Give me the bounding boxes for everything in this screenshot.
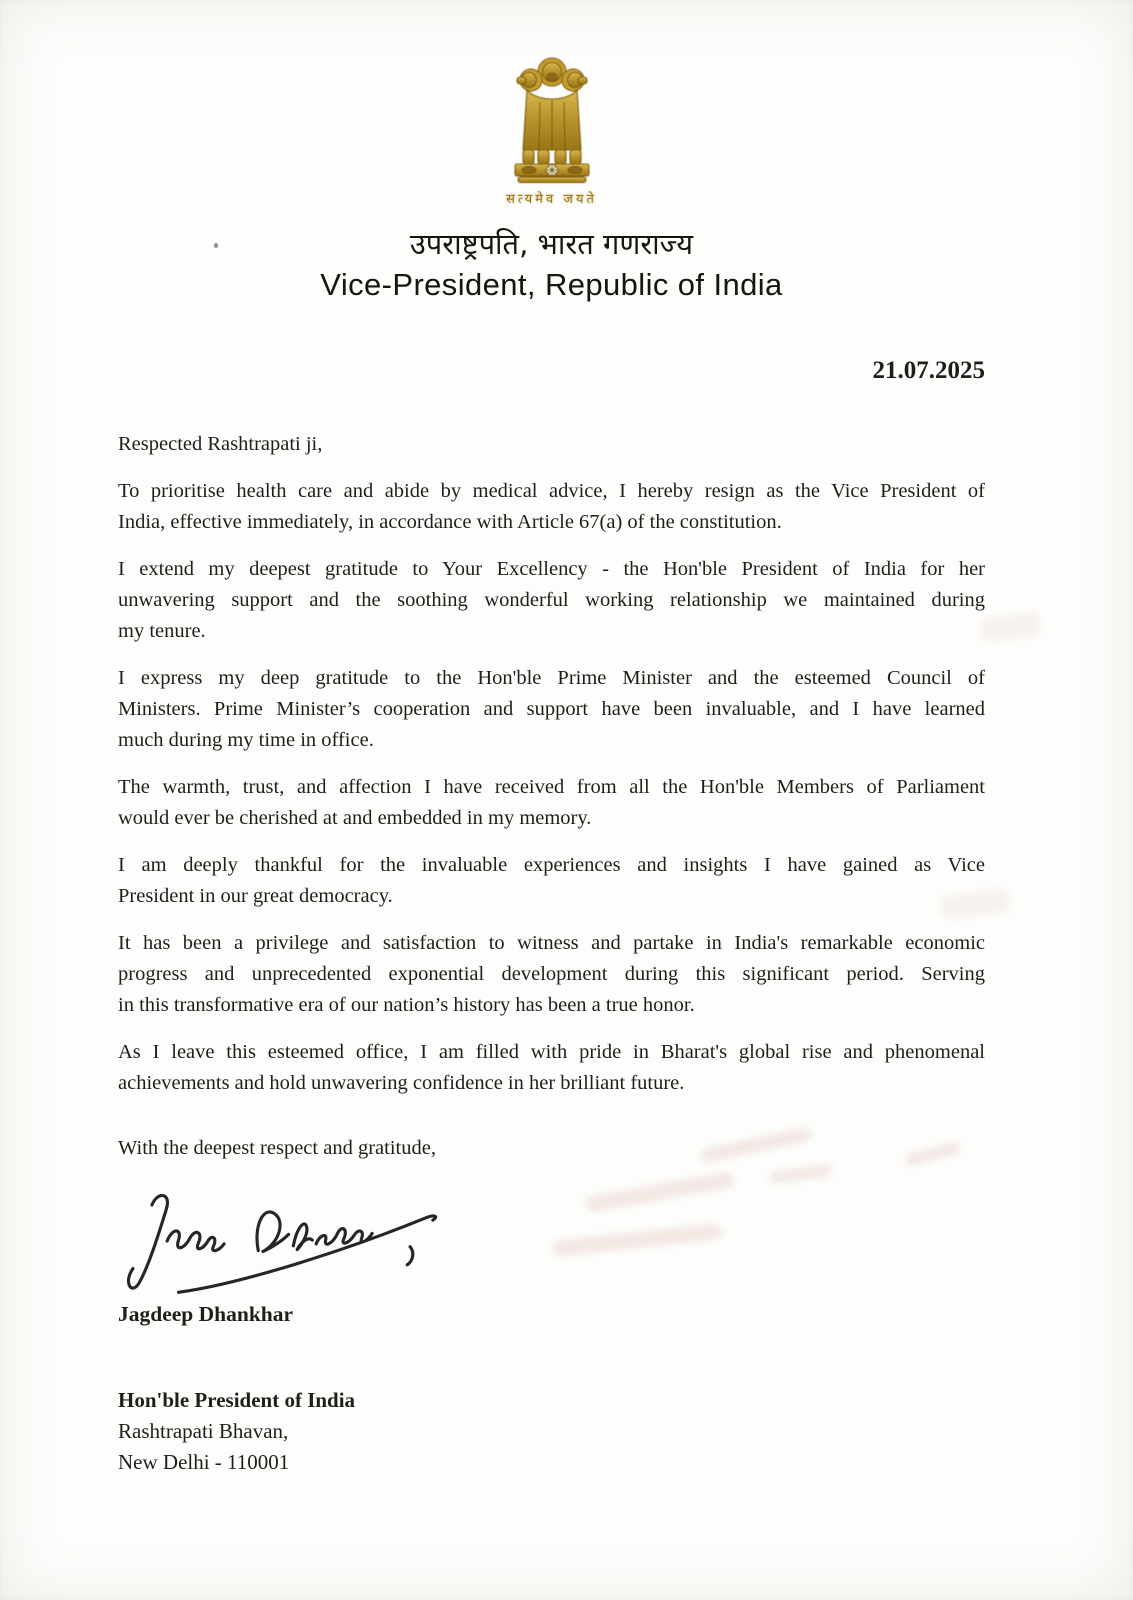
letter-paragraph [118,476,985,538]
letter-line: India, effective immediately, in accordance with Article 67(a) of the constitution. [118,511,782,533]
bleed-through-artifact [979,611,1042,643]
letter-line: progress and unprecedented exponential development during this significant period. Serving [118,963,985,985]
letterhead [118,50,985,207]
signature-block [118,1186,985,1298]
scan-speck [214,243,218,248]
letter-line: much during my time in office. [118,729,374,751]
letter-paragraph [118,554,985,647]
handwritten-signature-icon [118,1186,463,1298]
closing-line: With the deepest respect and gratitude, [118,1137,436,1159]
ashoka-emblem-icon [493,50,611,188]
letter-line: I express my deep gratitude to the Hon'ble Prime Minister and the esteemed Council of [118,667,985,689]
letter-paragraph [118,772,985,834]
salutation: Respected Rashtrapati ji, [118,433,323,455]
letter-line: President in our great democracy. [118,885,393,907]
letter-line: I am deeply thankful for the invaluable experiences and insights I have gained as Vice [118,854,985,876]
letter-paragraph [118,850,985,912]
letter-line: As I leave this esteemed office, I am filled with pride in Bharat's global rise and phenomenal [118,1041,985,1063]
letter-paragraph [118,1037,985,1099]
letter-paragraph [118,663,985,756]
letterhead-title-english: Vice-President, Republic of India [320,267,783,302]
letter-line: my tenure. [118,620,206,642]
letter-line: To prioritise health care and abide by medical advice, I hereby resign as the Vice President of [118,480,985,502]
letter-line: in this transformative era of our nation’s history has been a true honor. [118,994,695,1016]
letter-line: unwavering support and the soothing wonderful working relationship we maintained during [118,589,985,611]
letter-line: I extend my deepest gratitude to Your Excellency - the Hon'ble President of India for her [118,558,985,580]
recipient-address [118,1385,985,1478]
emblem-motto: सत्यमेव जयते [506,192,597,207]
letterhead-title-hindi: उपराष्ट्रपति, भारत गणराज्य [409,227,694,261]
letter-line: would ever be cherished at and embedded in my memory. [118,807,592,829]
recipient-address-line: New Delhi - 110001 [118,1450,290,1474]
bleed-through-artifact [769,1164,832,1185]
letter-line: Ministers. Prime Minister’s cooperation and support have been invaluable, and I have learned [118,698,985,720]
letter-date: 21.07.2025 [872,357,985,384]
letter-line: The warmth, trust, and affection I have received from all the Hon'ble Members of Parliament [118,776,985,798]
signatory-name: Jagdeep Dhankhar [118,1302,294,1326]
recipient-title: Hon'ble President of India [118,1388,356,1412]
letter-line: achievements and hold unwavering confidence in her brilliant future. [118,1072,685,1094]
letter-paragraph [118,928,985,1021]
recipient-address-line: Rashtrapati Bhavan, [118,1419,289,1443]
letter-line: It has been a privilege and satisfaction to witness and partake in India's remarkable economic [118,932,985,954]
